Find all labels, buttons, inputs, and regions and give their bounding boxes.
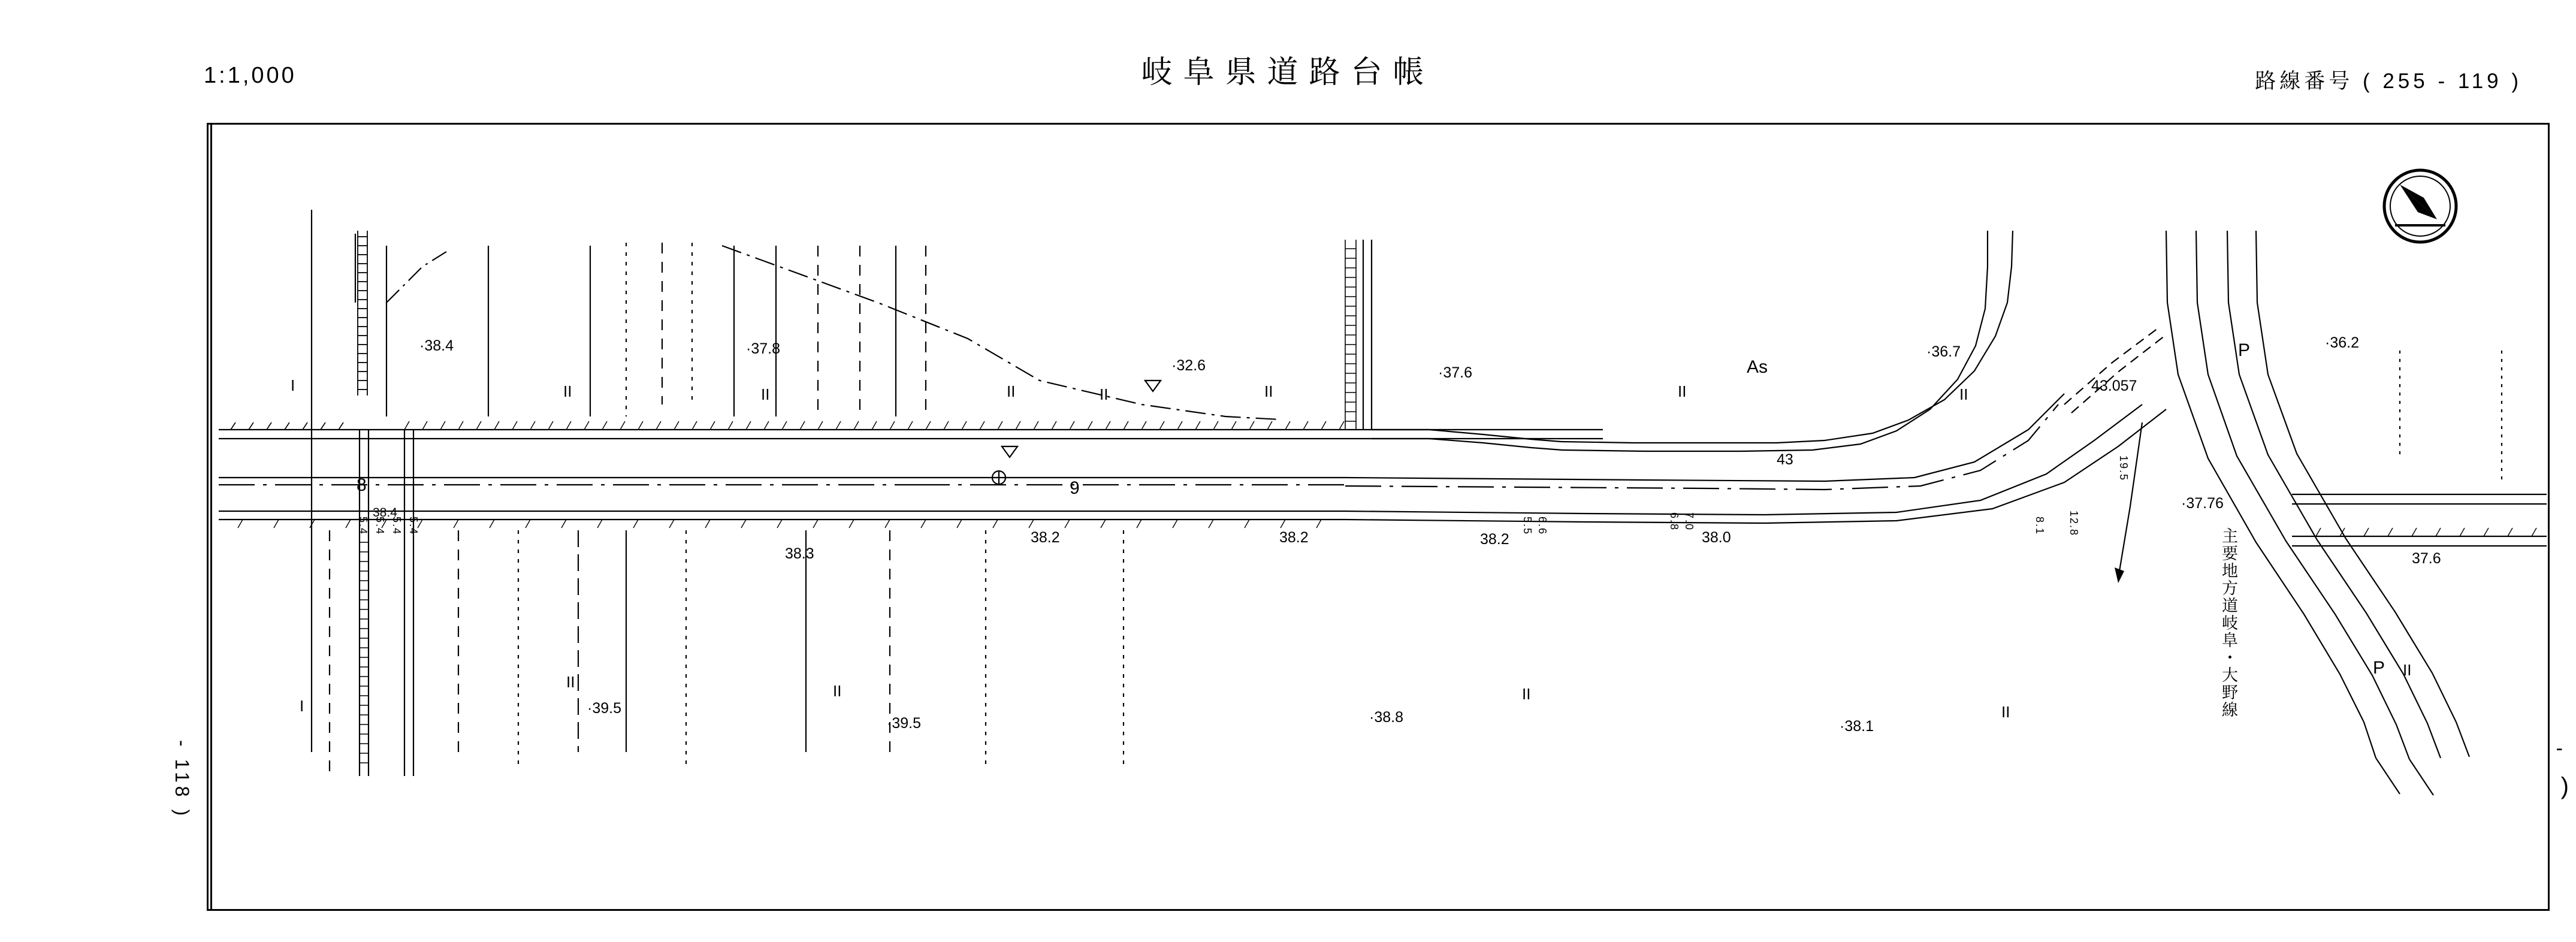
benchmark-label: 43.057 (2091, 378, 2137, 394)
elevation-point: ·37.8 (746, 340, 780, 357)
width-dimension: 8.1 (2034, 517, 2046, 536)
elevation-value: 38.4 (424, 337, 454, 354)
elevation-value: 38.8 (1374, 709, 1403, 726)
elevation-point (2412, 551, 2441, 566)
route-name-vertical-label: 主要地方道岐阜・大野線 (2219, 527, 2237, 718)
route-number-label: 路線番号 ( 255 - 119 ) (2255, 70, 2522, 93)
parcel-mark: II (566, 673, 575, 691)
elevation-point: ·37.76 (2181, 495, 2224, 512)
elevation-value: 38.1 (1844, 718, 1874, 735)
parcel-mark: II (1264, 382, 1273, 400)
width-dimension: 19.5 (2118, 455, 2130, 482)
centerline-value: 38.2 (1031, 529, 1060, 546)
elevation-point: ·36.2 (2325, 334, 2359, 351)
elevation-point: ·36.7 (1926, 343, 1961, 360)
parcel-mark: II (1959, 385, 1968, 403)
road-surface-label: As (1747, 357, 1768, 377)
centerline-value: 38.0 (1702, 529, 1731, 546)
parking-mark: P (2373, 658, 2385, 678)
width-dimension: 12.8 (2068, 511, 2080, 537)
parcel-mark: II (2403, 661, 2412, 679)
elevation-point: ·38.8 (1369, 709, 1403, 726)
centerline-value: 38.2 (1279, 529, 1309, 546)
page-title: 岐阜県道路台帳 (1141, 55, 1435, 90)
margin-right-tick: - (2556, 737, 2563, 760)
elevation-value: 37.6 (1443, 364, 1472, 381)
width-dimension: 5.4 (374, 517, 386, 536)
elevation-point: ·38.1 (1840, 718, 1874, 735)
elevation-value: 36.2 (2330, 334, 2359, 351)
elevation-value: 36.7 (1931, 343, 1961, 360)
elevation-value: 39.5 (592, 700, 621, 717)
width-label: 38.4 (373, 506, 397, 520)
elevation-point: ·39.5 (587, 700, 621, 717)
station-mark: 9 (1070, 478, 1080, 498)
parcel-mark: I (291, 376, 295, 394)
benchmark-label: 43 (1777, 451, 1793, 468)
elevation-point: ·38.4 (419, 337, 454, 354)
elevation-value: 32.6 (1176, 357, 1206, 374)
elevation-value: 37.8 (751, 340, 780, 357)
parcel-mark: II (1678, 382, 1687, 400)
elevation-value: 37.76 (2186, 495, 2224, 512)
elevation-value: 37.6 (2412, 550, 2441, 567)
parcel-mark: II (761, 385, 770, 403)
margin-sheet-index-label: - 118 ) (171, 740, 193, 820)
centerline-value: 38.2 (1480, 531, 1509, 548)
width-dimension: 5.4 (357, 517, 369, 536)
elevation-point: ·37.6 (1438, 364, 1472, 381)
width-dimension: 5.4 (391, 517, 403, 536)
parcel-mark: II (833, 682, 842, 700)
cadastral-map-linework (207, 123, 2550, 911)
elevation-value: 39.5 (892, 715, 921, 732)
margin-right-tick-lower: ) (2560, 773, 2569, 799)
parking-mark: P (2238, 340, 2251, 360)
station-mark: 8 (357, 475, 367, 495)
elevation-point: ·32.6 (1171, 357, 1206, 374)
width-dimension: 5.5 (1521, 517, 1533, 536)
width-dimension: 7.0 (1683, 512, 1695, 532)
parcel-mark: II (1100, 385, 1109, 403)
width-dimension: 5.4 (407, 517, 419, 536)
parcel-mark: II (2001, 703, 2010, 721)
width-dimension: 6.6 (1536, 517, 1548, 536)
parcel-mark: I (300, 697, 304, 715)
width-dimension: 6.8 (1668, 512, 1680, 532)
centerline-value: 38.3 (785, 545, 814, 562)
parcel-mark: II (1522, 685, 1531, 703)
elevation-point: ·39.5 (887, 715, 921, 732)
scale-label: 1:1,000 (204, 63, 297, 88)
parcel-mark: II (1007, 382, 1016, 400)
parcel-mark: II (563, 382, 572, 400)
